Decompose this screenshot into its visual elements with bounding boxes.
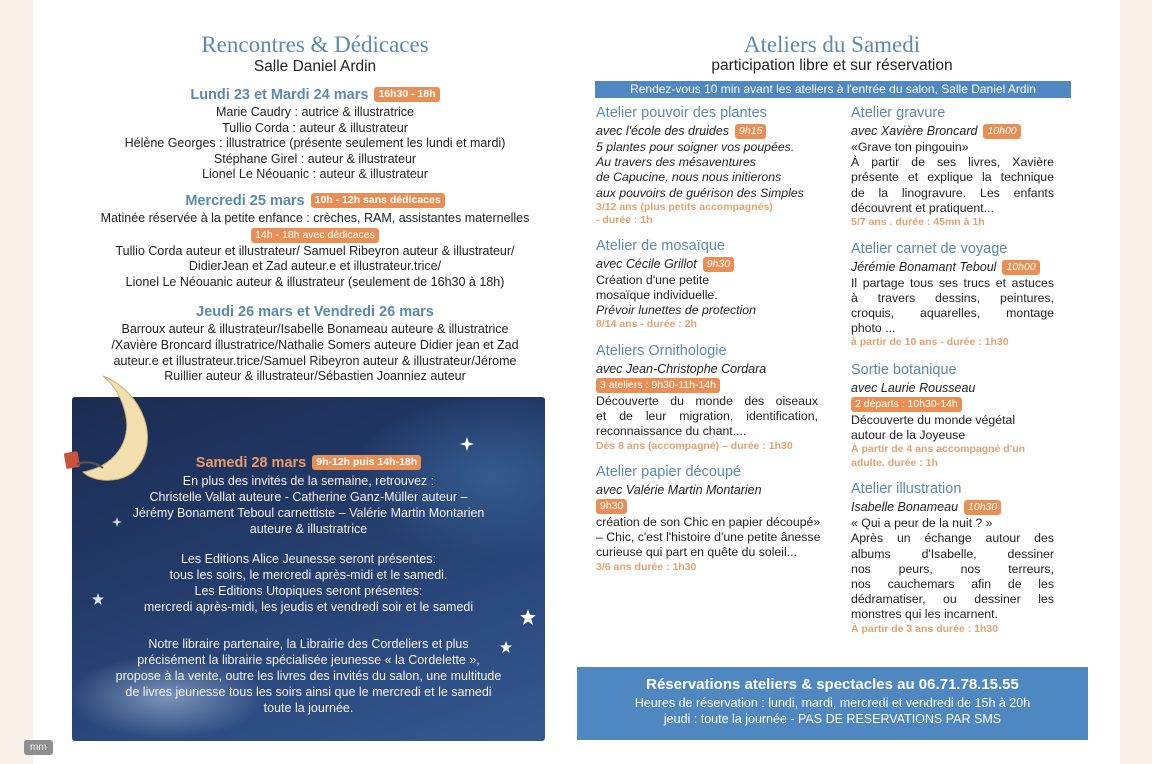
workshop-host-name: avec Xavière Broncard <box>851 124 978 138</box>
workshop-host-name: Isabelle Bonameau <box>851 500 959 515</box>
workshops-column-left <box>596 104 821 574</box>
day-heading-text: Jeudi 26 mars et Vendredi 26 mars <box>196 304 434 321</box>
badge-row <box>596 378 818 394</box>
workshop-item <box>851 240 1054 350</box>
time-badge: 16h30 - 18h <box>374 87 439 102</box>
workshop-title: Atelier gravure <box>851 105 946 121</box>
workshop-age-duration: 5/7 ans . durée : 45mn à 1h <box>851 216 985 229</box>
workshop-host-name: Jérémie Bonamant Teboul <box>851 259 997 274</box>
workshop-host <box>851 499 1054 516</box>
reservation-banner <box>577 667 1088 740</box>
workshop-description: Découverte du monde végétal <box>851 412 1016 427</box>
workshop-host <box>851 380 1054 397</box>
info-line: Les Editions Utopiques seront présentes: <box>194 584 423 598</box>
workshop-title: Atelier illustration <box>851 481 962 498</box>
author-line: Marie Caudry : autrice & illustratrice <box>216 105 414 119</box>
workshop-description: dédramatiser, ou dessiner les <box>851 592 1054 607</box>
time-badge: 2 départs : 10h30-14h <box>851 397 962 412</box>
saturday-content <box>72 449 545 716</box>
author-line: auteur.e et illustrateur.trice/Samuel Ribeyron auteur & illustrateur/Jérome <box>113 353 517 368</box>
paragraph-gap <box>72 537 545 551</box>
workshop-age-duration: adulte. durée : 1h <box>851 456 938 469</box>
workshop-title: Ateliers Ornithologie <box>596 342 727 359</box>
workshops-column-right <box>851 104 1054 636</box>
time-badge: 9h15 <box>735 124 766 139</box>
workshop-title: Atelier de mosaïque <box>596 237 725 254</box>
time-badge: 9h30 <box>703 257 734 272</box>
workshop-description: Après un échange autour des <box>851 531 1054 546</box>
rencontres-schedule <box>60 85 570 385</box>
workshop-host-name: avec Jean-Christophe Cordara <box>596 361 767 376</box>
workshop-host <box>851 123 1054 140</box>
reservation-hours: Heures de réservation : lundi, mardi, mercredi et vendredi de 15h à 20h <box>634 696 1031 710</box>
workshop-title: Atelier pouvoir des plantes <box>596 105 767 121</box>
info-line: précisément la librairie spécialisée jeunesse « la Cordelette », <box>137 653 480 667</box>
day-heading <box>60 302 570 322</box>
meeting-banner: Rendez-vous 10 min avant les ateliers à l'entrée du salon, Salle Daniel Ardin <box>595 81 1071 98</box>
workshop-description: aux pouvoirs de guérison des Simples <box>596 185 804 200</box>
info-line: Les Editions Alice Jeunesse seront présentes: <box>180 552 436 566</box>
workshop-age-duration: 8/14 ans - durée : 2h <box>596 318 697 331</box>
workshop-description: création de son Chic en papier découpé» <box>596 515 821 530</box>
time-badge: 10h30 <box>964 500 1001 515</box>
workshop-title: Atelier carnet de voyage <box>851 240 1008 257</box>
info-line: Notre libraire partenaire, la Librairie des Cordeliers et plus <box>148 637 469 651</box>
moon-illustration <box>63 372 163 482</box>
author-line: Tullio Corda : auteur & illustrateur <box>222 120 408 135</box>
reservation-note: jeudi : toute la journée - PAS DE RESERVATIONS PAR SMS <box>663 712 1002 726</box>
author-line: Barroux auteur & illustrateur/Isabelle Bonameau auteure & illustratrice <box>121 322 509 337</box>
workshop-item <box>851 104 1054 230</box>
workshop-description: nos peurs, nos terreurs, <box>851 561 1054 576</box>
author-line: Lionel Le Néouanic auteur & illustrateur (seulement de 16h30 à 18h) <box>125 274 505 289</box>
workshop-description: à travers dessins, peintures, <box>851 290 1054 305</box>
time-badge: 14h - 18h avec dédicaces <box>251 228 379 243</box>
workshop-host <box>596 123 818 140</box>
workshop-host-name: avec Laurie Rousseau <box>851 380 976 395</box>
info-line: Christelle Vallat auteure - Catherine Ganz-Müller auteur – <box>149 490 468 504</box>
info-line: mercredi après-midi, les jeudis et vendredi soir et le samedi <box>143 600 474 614</box>
workshop-host <box>596 361 818 378</box>
workshop-description: curieuse qui part en quête du soleil... <box>596 545 797 560</box>
author-line: Lionel Le Néouanic : auteur & illustrateur <box>202 167 428 182</box>
author-line: /Xavière Broncard illustratrice/Nathalie Somers auteure Didier jean et Zad <box>111 337 519 352</box>
workshop-description: reconnaissance du chant.... <box>596 424 747 439</box>
workshop-description: de Capucine, nous nous initierons <box>596 170 782 185</box>
workshop-description: monstres qui les incarnent. <box>851 607 998 622</box>
reservation-phone: Réservations ateliers & spectacles au 06.71.78.15.55 <box>646 676 1019 693</box>
workshop-host-name: avec Valérie Martin Montarien <box>596 483 762 498</box>
workshop-age-duration: 3/6 ans durée : 1h30 <box>596 560 697 573</box>
author-line: Hélène Georges : illustratrice (présente seulement les lundi et mardi) <box>124 136 506 151</box>
workshop-description: « Qui a peur de la nuit ? » <box>851 516 993 531</box>
workshop-item <box>596 104 818 228</box>
author-line: Ruillier auteur & illustrateur/Sébastien Joanniez auteur <box>164 369 466 384</box>
workshop-age-duration: À partir de 4 ans accompagné d'un <box>851 443 1026 456</box>
workshop-description: Création d'une petite <box>596 272 710 287</box>
workshop-description: présente et explique la technique <box>851 170 1054 185</box>
workshop-description: mosaïque individuelle. <box>596 288 718 303</box>
workshop-item <box>596 342 818 453</box>
workshop-description: Découverte du monde des oiseaux <box>596 393 818 408</box>
workshop-description: – Chic, c'est l'histoire d'une petite ânesse <box>596 530 821 545</box>
day-heading <box>60 85 570 105</box>
workshop-description: et de leur migration, identification, <box>596 409 818 424</box>
info-line: auteure & illustratrice <box>249 522 368 536</box>
info-line: propose à la vente, outre les livres des invités du salon, une multitude <box>115 669 502 683</box>
overlay-label: mm <box>24 740 53 755</box>
workshop-description: Prévoir lunettes de protection <box>596 303 756 318</box>
ateliers-title: Ateliers du Samedi <box>743 32 921 57</box>
info-line: toute la journée. <box>263 701 354 715</box>
workshop-item <box>851 361 1054 470</box>
flyer-page <box>33 0 1120 764</box>
workshop-description: «Grave ton pingouin» <box>851 140 969 154</box>
day-heading-text: Lundi 23 et Mardi 24 mars <box>190 87 369 103</box>
workshop-description: nos cauchemars afin de les <box>851 577 1054 592</box>
workshop-description: découvrent et pratiquent... <box>851 200 994 215</box>
workshop-description: de la linogravure. Les enfants <box>851 185 1054 200</box>
rencontres-title: Rencontres & Dédicaces <box>201 32 429 57</box>
day-heading-text: Mercredi 25 mars <box>185 192 305 209</box>
workshop-host <box>851 259 1054 276</box>
workshop-description: Au travers des mésaventures <box>596 155 756 170</box>
workshop-host <box>596 482 818 499</box>
workshop-description: Il partage tous ses trucs et astuces <box>851 275 1054 290</box>
workshop-item <box>596 463 821 574</box>
time-badge: 9h30 <box>596 499 627 514</box>
workshop-description: albums d'Isabelle, dessiner <box>851 546 1054 561</box>
ateliers-subtitle: participation libre et sur réservation <box>711 57 953 74</box>
time-badge: 3 ateliers : 9h30-11h-14h <box>596 378 720 393</box>
workshop-age-duration: à partir de 10 ans - durée : 1h30 <box>851 336 1009 349</box>
info-line: En plus des invités de la semaine, retrouvez : <box>182 474 435 488</box>
time-badge: 9h-12h puis 14h-18h <box>312 455 421 470</box>
day-heading <box>60 191 570 211</box>
workshop-description: 5 plantes pour soigner vos poupées. <box>596 140 795 154</box>
workshop-host-name: avec l'école des druides <box>596 124 730 138</box>
workshop-title: Sortie botanique <box>851 361 957 378</box>
time-badge: 10h - 12h sans dédicaces <box>311 193 445 208</box>
badge-row <box>60 227 570 244</box>
workshop-description: croquis, aquarelles, montage <box>851 305 1054 320</box>
workshop-item <box>851 480 1054 636</box>
workshop-host-name: avec Cécile Grillot <box>596 256 697 271</box>
workshop-age-duration: - durée : 1h <box>596 214 653 227</box>
workshop-description: autour de la Joyeuse <box>851 428 966 443</box>
workshop-age-duration: Dès 8 ans (accompagné) – durée : 1h30 <box>596 439 793 452</box>
info-line: de livres jeunesse tous les soirs ainsi que le mercredi et le samedi <box>125 685 492 699</box>
time-badge: 10h00 <box>983 124 1020 139</box>
badge-row <box>851 397 1054 413</box>
paragraph-gap <box>72 615 545 636</box>
info-line: tous les soirs, le mercredi après-midi et le samedi. <box>169 568 448 582</box>
author-line: Tullio Corda auteur et illustrateur/ Samuel Ribeyron auteur & illustrateur/ <box>115 243 515 258</box>
workshop-description: photo ... <box>851 321 896 336</box>
workshop-host <box>596 256 818 273</box>
author-line: DidierJean et Zad auteur.e et illustrateur.trice/ <box>188 259 442 274</box>
workshop-title: Atelier papier découpé <box>596 464 742 481</box>
rencontres-subtitle: Salle Daniel Ardin <box>253 58 377 75</box>
info-line: Jérémy Bonament Teboul carnettiste – Valérie Martin Montarien <box>132 506 485 520</box>
workshop-description: À partir de ses livres, Xavière <box>851 155 1054 170</box>
time-badge: 10h00 <box>1002 260 1039 275</box>
workshop-age-duration: 3/12 ans (plus petits accompagnés) <box>596 200 773 213</box>
author-line: Matinée réservée à la petite enfance : crèches, RAM, assistantes maternelles <box>100 210 530 225</box>
day-heading-text: Samedi 28 mars <box>195 455 307 471</box>
badge-row <box>596 499 818 515</box>
author-line: Stéphane Girel : auteur & illustrateur <box>213 151 417 166</box>
workshop-age-duration: À partir de 3 ans durée : 1h30 <box>851 622 999 635</box>
workshop-item <box>596 237 818 332</box>
